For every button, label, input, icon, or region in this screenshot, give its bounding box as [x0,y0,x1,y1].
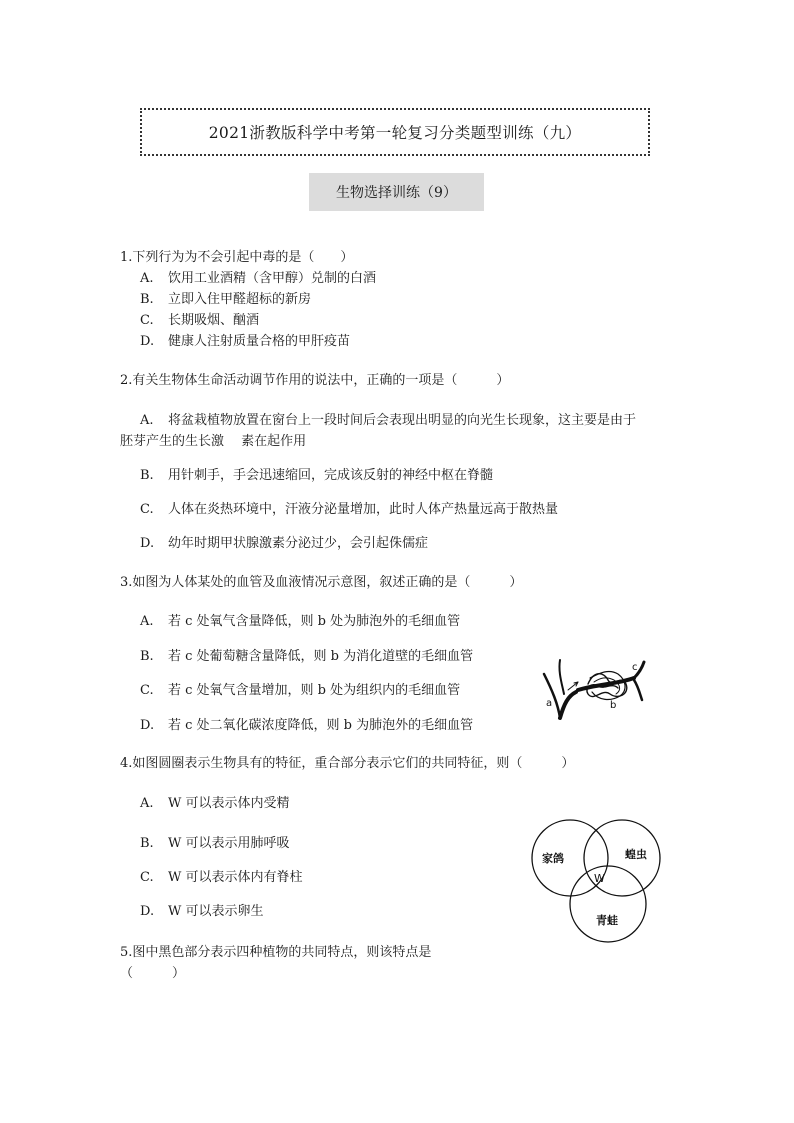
question-2-option-d [140,536,428,552]
option-text: 若 c 处氧气含量增加，则 b 处为组织内的毛细血管 [168,683,461,698]
question-3-option-c [140,683,460,699]
question-4-option-c [140,870,303,886]
question-4-option-b [140,836,290,852]
option-letter: A. [140,413,154,428]
option-text: 若 c 处氧气含量降低，则 b 处为肺泡外的毛细血管 [168,614,461,629]
option-text: 立即入住甲醛超标的新房 [168,292,312,307]
option-text: W 可以表示体内有脊柱 [168,870,303,885]
option-letter: B. [140,292,154,307]
option-letter: A. [140,271,154,286]
option-letter: D. [140,536,155,551]
option-letter: A. [140,796,154,811]
option-text: 人体在炎热环境中，汗液分泌量增加，此时人体产热量远高于散热量 [168,502,559,517]
question-5-stem-continued: （ ） [120,966,186,981]
question-4-option-a [140,796,290,812]
question-2-option-a [140,413,636,429]
option-text: W 可以表示用肺呼吸 [168,836,290,851]
option-letter: B. [140,468,154,483]
question-1-option-b [140,292,311,308]
option-text: 若 c 处葡萄糖含量降低，则 b 为消化道壁的毛细血管 [168,649,474,664]
option-text: 饮用工业酒精（含甲醇）兑制的白酒 [168,271,377,286]
option-text: 长期吸烟、酗酒 [168,313,260,328]
blood-vessel-diagram [538,654,648,720]
question-2-stem: 2.有关生物体生命活动调节作用的说法中，正确的一项是（ ） [120,373,510,388]
option-text: W 可以表示体内受精 [168,796,290,811]
venn-label-right: 蝗虫 [625,848,647,861]
page-title: 2021浙教版科学中考第一轮复习分类题型训练（九） [140,108,650,156]
option-letter: C. [140,502,154,517]
option-text: 用针刺手，手会迅速缩回，完成该反射的神经中枢在脊髓 [168,468,494,483]
label-b: b [610,700,617,711]
option-letter: C. [140,313,154,328]
option-letter: D. [140,718,155,733]
question-2-option-b [140,468,493,484]
question-1-option-c [140,313,259,329]
question-5-stem: 5.图中黑色部分表示四种植物的共同特点，则该特点是 [120,945,432,960]
option-letter: D. [140,904,155,919]
label-a: a [546,698,553,709]
question-2-option-c [140,502,558,518]
question-4-stem: 4.如图圆圈表示生物具有的特征，重合部分表示它们的共同特征，则（ ） [120,756,575,771]
option-letter: C. [140,870,154,885]
option-text: 若 c 处二氧化碳浓度降低，则 b 为肺泡外的毛细血管 [168,718,474,733]
venn-label-bottom: 青蛙 [596,914,618,927]
option-letter: B. [140,649,154,664]
question-3-stem: 3.如图为人体某处的血管及血液情况示意图，叙述正确的是（ ） [120,575,523,590]
venn-circle-bottom [570,866,646,942]
page-subtitle: 生物选择训练（9） [309,173,484,211]
option-text: W 可以表示卵生 [168,904,264,919]
question-3-option-b [140,649,473,665]
option-text: 健康人注射质量合格的甲肝疫苗 [168,334,351,349]
question-3-option-d [140,718,473,734]
option-letter: C. [140,683,154,698]
venn-label-left: 家鸽 [542,852,564,865]
option-letter: D. [140,334,155,349]
question-4-option-d [140,904,264,920]
question-1-stem: 1.下列行为为不会引起中毒的是（ ） [120,250,354,265]
option-text: 将盆栽植物放置在窗台上一段时间后会表现出明显的向光生长现象，这主要是由于 [168,413,637,428]
venn-diagram [528,818,668,946]
option-text: 幼年时期甲状腺激素分泌过少，会引起侏儒症 [168,536,429,551]
venn-label-center: W [594,872,605,885]
question-2-option-a-continued: 胚芽产生的生长激 素在起作用 [120,434,307,449]
question-1-option-a [140,271,376,287]
option-letter: A. [140,614,154,629]
question-3-option-a [140,614,460,630]
label-c: c [632,662,638,673]
option-letter: B. [140,836,154,851]
question-1-option-d [140,334,350,350]
